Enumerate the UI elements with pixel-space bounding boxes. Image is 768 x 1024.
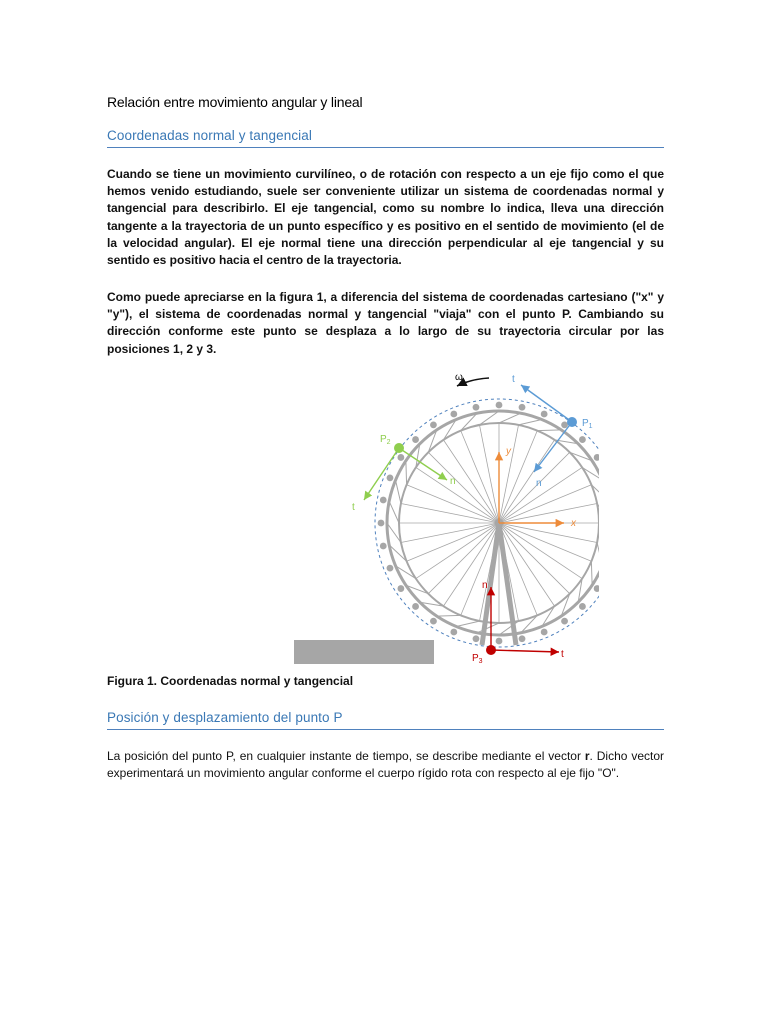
wheel-truss <box>396 480 401 503</box>
wheel-cabin <box>387 565 394 572</box>
support-leg-right <box>499 523 516 645</box>
p3-t-label: t <box>561 649 564 660</box>
p1-normal-arrow <box>534 422 572 472</box>
p2-n-label: n <box>450 476 456 487</box>
paragraph-position-text-1: La posición del punto P, en cualquier instante de tiempo, se describe mediante el vector <box>107 749 585 763</box>
p3-n-label: n <box>482 580 488 591</box>
wheel-cabin <box>519 404 526 411</box>
wheel-truss <box>456 621 479 626</box>
point-p3 <box>486 645 496 655</box>
wheel-spoke <box>428 452 499 523</box>
y-axis-label: y <box>506 446 511 457</box>
vector-r: r <box>584 749 590 763</box>
wheel-truss <box>499 413 521 423</box>
section-heading-normal-tangential: Coordenadas normal y tangencial <box>107 128 664 148</box>
wheel-cabin <box>450 629 457 636</box>
wheel-cabin <box>397 585 404 592</box>
omega-label: ω <box>455 372 463 383</box>
wheel-cabin <box>430 421 437 428</box>
wheel-cabin <box>430 618 437 625</box>
p3-label: $P_3$ <box>472 653 483 665</box>
wheel-cabin <box>496 638 503 645</box>
wheel-cabin <box>541 629 548 636</box>
wheel-truss <box>477 623 499 633</box>
wheel-cabin <box>561 618 568 625</box>
wheel-truss <box>389 501 399 523</box>
p2-t-label: t <box>352 502 355 513</box>
wheel-cabin <box>473 635 480 642</box>
paragraph-position <box>107 748 664 782</box>
p1-n-label: n <box>536 478 542 489</box>
paragraph-figure-reference: Como puede apreciarse en la figura 1, a diferencia del sistema de coordenadas cartesiano ("x" y "y"), el sistema de coordenadas normal y tangencial "viaja" con el punto P. Cambiando su dirección conforme este punto se desplaza a lo largo de su trayectoria circular por las posiciones 1, 2 y 3. <box>107 290 664 356</box>
wheel-truss <box>597 543 599 566</box>
wheel-base <box>294 640 434 664</box>
point-p2 <box>394 443 404 453</box>
wheel-cabin <box>378 520 385 527</box>
wheel-cabin <box>579 436 586 443</box>
wheel-truss <box>537 430 561 431</box>
wheel-cabin <box>387 474 394 481</box>
paragraph-intro: Cuando se tiene un movimiento curvilíneo, o de rotación con respecto a un eje fijo como el que hemos venido estudiando, suele ser conveniente utilizar un sistema de coordenadas normal y tangencial para describirlo. El eje tangencial, como su nombre lo indica, lleva una dirección tangente a la trayectoria de un punto específico y es positivo en el sentido de movimiento (el de la velocidad angular). El eje normal tiene una dirección perpendicular al eje tangencial y su sentido es positivo hacia el centro de la trayectoria. <box>107 167 664 268</box>
wheel-cabin <box>380 543 387 550</box>
wheel-cabin <box>594 585 599 592</box>
wheel-cabin <box>412 436 419 443</box>
wheel-truss <box>406 461 407 485</box>
wheel-spoke <box>499 452 570 523</box>
point-p1 <box>567 417 577 427</box>
figure-caption: Figura 1. Coordenadas normal y tangencial <box>107 674 354 688</box>
wheel-cabin <box>496 402 503 409</box>
wheel-truss <box>519 420 542 425</box>
p2-tangent-arrow <box>364 448 399 500</box>
wheel-cabin <box>561 421 568 428</box>
wheel-cabin <box>412 603 419 610</box>
wheel-cabin <box>579 603 586 610</box>
p1-t-label: t <box>512 374 515 385</box>
x-axis-label: x <box>571 518 576 529</box>
ferris-wheel-diagram <box>239 360 599 670</box>
p1-label: $P_1$ <box>582 418 593 430</box>
wheel-truss <box>591 561 592 585</box>
paragraph-position-text-2: . Dicho vector experimentará un movimiento angular conforme el cuerpo rígido rota con respecto al eje fijo "O". <box>107 749 664 781</box>
wheel-cabin <box>450 411 457 418</box>
wheel-truss <box>437 615 461 616</box>
p3-tangent-arrow <box>491 650 559 652</box>
wheel-cabin <box>380 497 387 504</box>
figure-ferris-wheel <box>239 360 599 670</box>
wheel-cabin <box>397 454 404 461</box>
document-title: Relación entre movimiento angular y lineal <box>107 94 363 110</box>
wheel-cabin <box>519 635 526 642</box>
p2-label: $P_2$ <box>380 434 391 446</box>
section-heading-position: Posición y desplazamiento del punto P <box>107 710 664 730</box>
wheel-cabin <box>473 404 480 411</box>
wheel-cabin <box>541 411 548 418</box>
wheel-cabin <box>594 454 599 461</box>
